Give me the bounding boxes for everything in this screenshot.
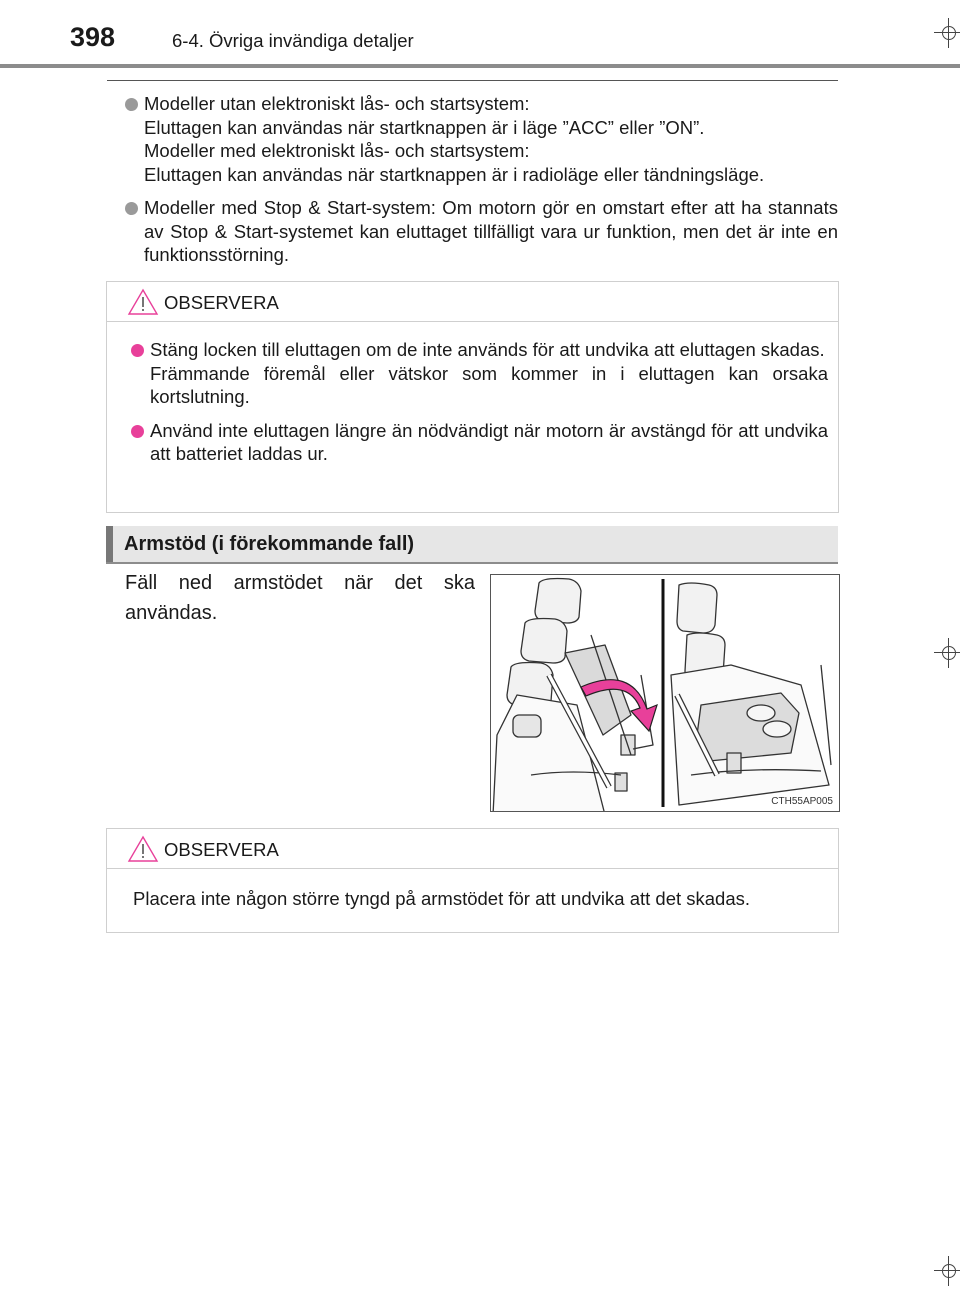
header-divider [107, 80, 838, 81]
caution-body [107, 322, 838, 490]
chapter-title: 6-4. Övriga invändiga detaljer [172, 30, 414, 51]
bullet-item-outlet-usage: Modeller utan elektroniskt lås- och startsystem: Eluttagen kan användas när startknappen är i läge ”ACC” eller ”ON”. Modeller med elektroniskt lås- och startsystem: Eluttagen kan användas när startknappen är i radioläge eller tändningsläge. [125, 92, 838, 186]
caution-bullet-close-lids: Stäng locken till eluttagen om de inte används för att undvika att eluttagen skadas. Främmande föremål eller vätskor som kommer in i eluttagen kan orsaka kortslutning. [131, 338, 828, 409]
caution-header [107, 282, 838, 322]
bullet-dot-icon [131, 344, 144, 357]
heading-accent-bar [106, 526, 113, 562]
illustration-code: CTH55AP005 [771, 796, 833, 807]
caution-text-armrest-weight: Placera inte någon större tyngd på armstödet för att undvika att det skadas. [133, 888, 751, 909]
section-heading-text: Armstöd (i förekommande fall) [124, 533, 415, 555]
bullet-dot-icon [131, 425, 144, 438]
bullet-dot-icon [125, 202, 138, 215]
page-number: 398 [70, 22, 116, 52]
armrest-illustration [490, 574, 840, 812]
section-heading-armrest [106, 526, 838, 564]
bullet-dot-icon [125, 98, 138, 111]
caution-body [107, 869, 838, 925]
warning-triangle-icon [127, 288, 159, 316]
caution-box-armrest [106, 828, 839, 933]
armrest-instruction: Fäll ned armstödet när det ska användas. [125, 572, 475, 624]
caution-header [107, 829, 838, 869]
caution-box-outlets [106, 281, 839, 513]
caution-title: OBSERVERA [164, 292, 279, 313]
warning-triangle-icon [127, 835, 159, 863]
caution-title: OBSERVERA [164, 839, 279, 860]
rear-seat-armrest-drawing [491, 575, 839, 811]
header-rule [0, 64, 960, 68]
caution-bullet-battery: Använd inte eluttagen längre än nödvändigt när motorn är avstängd för att undvika att batteriet laddas ur. [131, 419, 828, 466]
top-bullet-list [125, 92, 838, 277]
bullet-item-stop-start: Modeller med Stop & Start-system: Om motorn gör en omstart efter att ha stannats av Stop & Start-systemet kan eluttaget tillfälligt vara ur funktion, men det är inte en funktionsstörning. [125, 196, 838, 267]
